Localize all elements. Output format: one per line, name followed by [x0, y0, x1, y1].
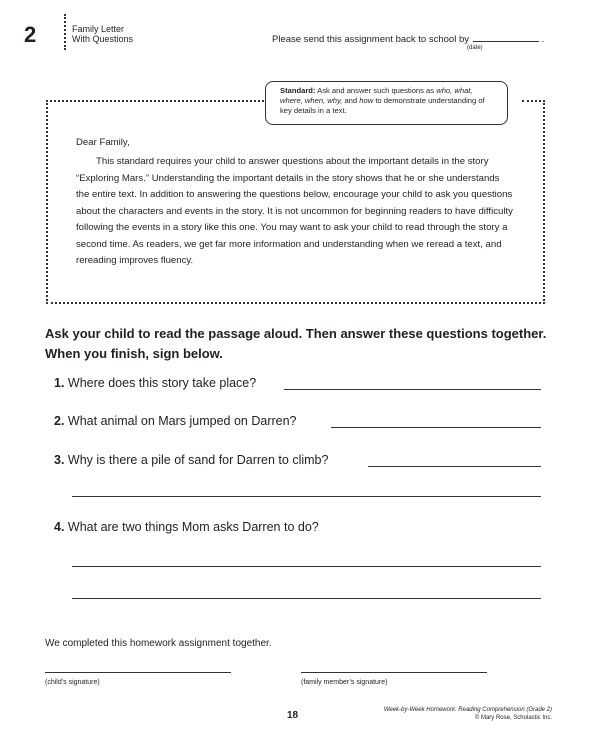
question-number: 2. [54, 414, 65, 428]
send-back-period: . [541, 34, 545, 45]
footer-credit [380, 706, 552, 722]
question-text: What are two things Mom asks Darren to do? [67, 520, 319, 534]
child-signature-line[interactable] [45, 672, 231, 673]
page-number: 18 [287, 710, 299, 721]
answer-line-4b[interactable] [72, 598, 541, 599]
credit-line-1: Week-by-Week Homework: Reading Comprehension (Grade 2) [383, 707, 552, 713]
family-signature-line[interactable] [301, 672, 487, 673]
answer-line-3b[interactable] [72, 496, 541, 497]
letter-body: This standard requires your child to answer questions about the important details in the story “Exploring Mars.” Understanding the important details in the story shows that he or she understands the entire text. In addition to answering the questions below, encourage your child to ask you questions about the characters and events in the story. It is not uncommon for beginning readers to have difficulty following the events in a story like this one. You may want to ask your child to read through the story a second time. As readers, we get far more information and understanding when we reread a text, and rereading improves fluency. [76, 156, 513, 266]
standard-text-a: Ask and answer such questions as [317, 86, 435, 95]
question-text: Where does this story take place? [67, 376, 257, 390]
header-dotted-divider [64, 14, 66, 50]
header-title-line1: Family Letter [72, 24, 125, 34]
question-1 [54, 376, 256, 390]
date-blank-line[interactable] [473, 41, 539, 42]
question-4 [54, 520, 319, 534]
credit-line-2: © Mary Rose, Scholastic Inc. [474, 715, 552, 721]
answer-line-3a[interactable] [368, 466, 541, 467]
standard-callout [265, 81, 508, 125]
completion-statement: We completed this homework assignment together. [45, 638, 272, 649]
standard-text-b: and [344, 96, 358, 105]
question-2 [54, 414, 297, 428]
standard-text-c: to demonstrate understanding of key details in a text. [280, 96, 485, 115]
family-signature-caption: (family member’s signature) [301, 679, 388, 686]
question-3 [54, 453, 328, 467]
question-number: 3. [54, 453, 65, 467]
lesson-number: 2 [24, 22, 37, 47]
header-title-line2: With Questions [72, 34, 134, 44]
answer-line-2[interactable] [331, 427, 541, 428]
send-back-instruction [272, 34, 544, 45]
question-text: Why is there a pile of sand for Darren to climb? [67, 453, 329, 467]
answer-line-1[interactable] [284, 389, 541, 390]
header-title [72, 24, 133, 44]
standard-text-em: who, what, where, when, why, [280, 86, 473, 105]
letter-greeting: Dear Family, [76, 137, 130, 148]
send-back-text: Please send this assignment back to school by [272, 34, 469, 45]
standard-label: Standard: [280, 86, 316, 95]
question-text: What animal on Mars jumped on Darren? [67, 414, 297, 428]
standard-text-em2: how [359, 96, 374, 105]
child-signature-caption: (child’s signature) [45, 679, 100, 686]
answer-line-4a[interactable] [72, 566, 541, 567]
date-caption: (date) [467, 45, 483, 51]
question-number: 1. [54, 376, 65, 390]
question-number: 4. [54, 520, 65, 534]
instructions-heading: Ask your child to read the passage aloud. Then answer these questions together. When you finish, sign below. [45, 326, 547, 361]
